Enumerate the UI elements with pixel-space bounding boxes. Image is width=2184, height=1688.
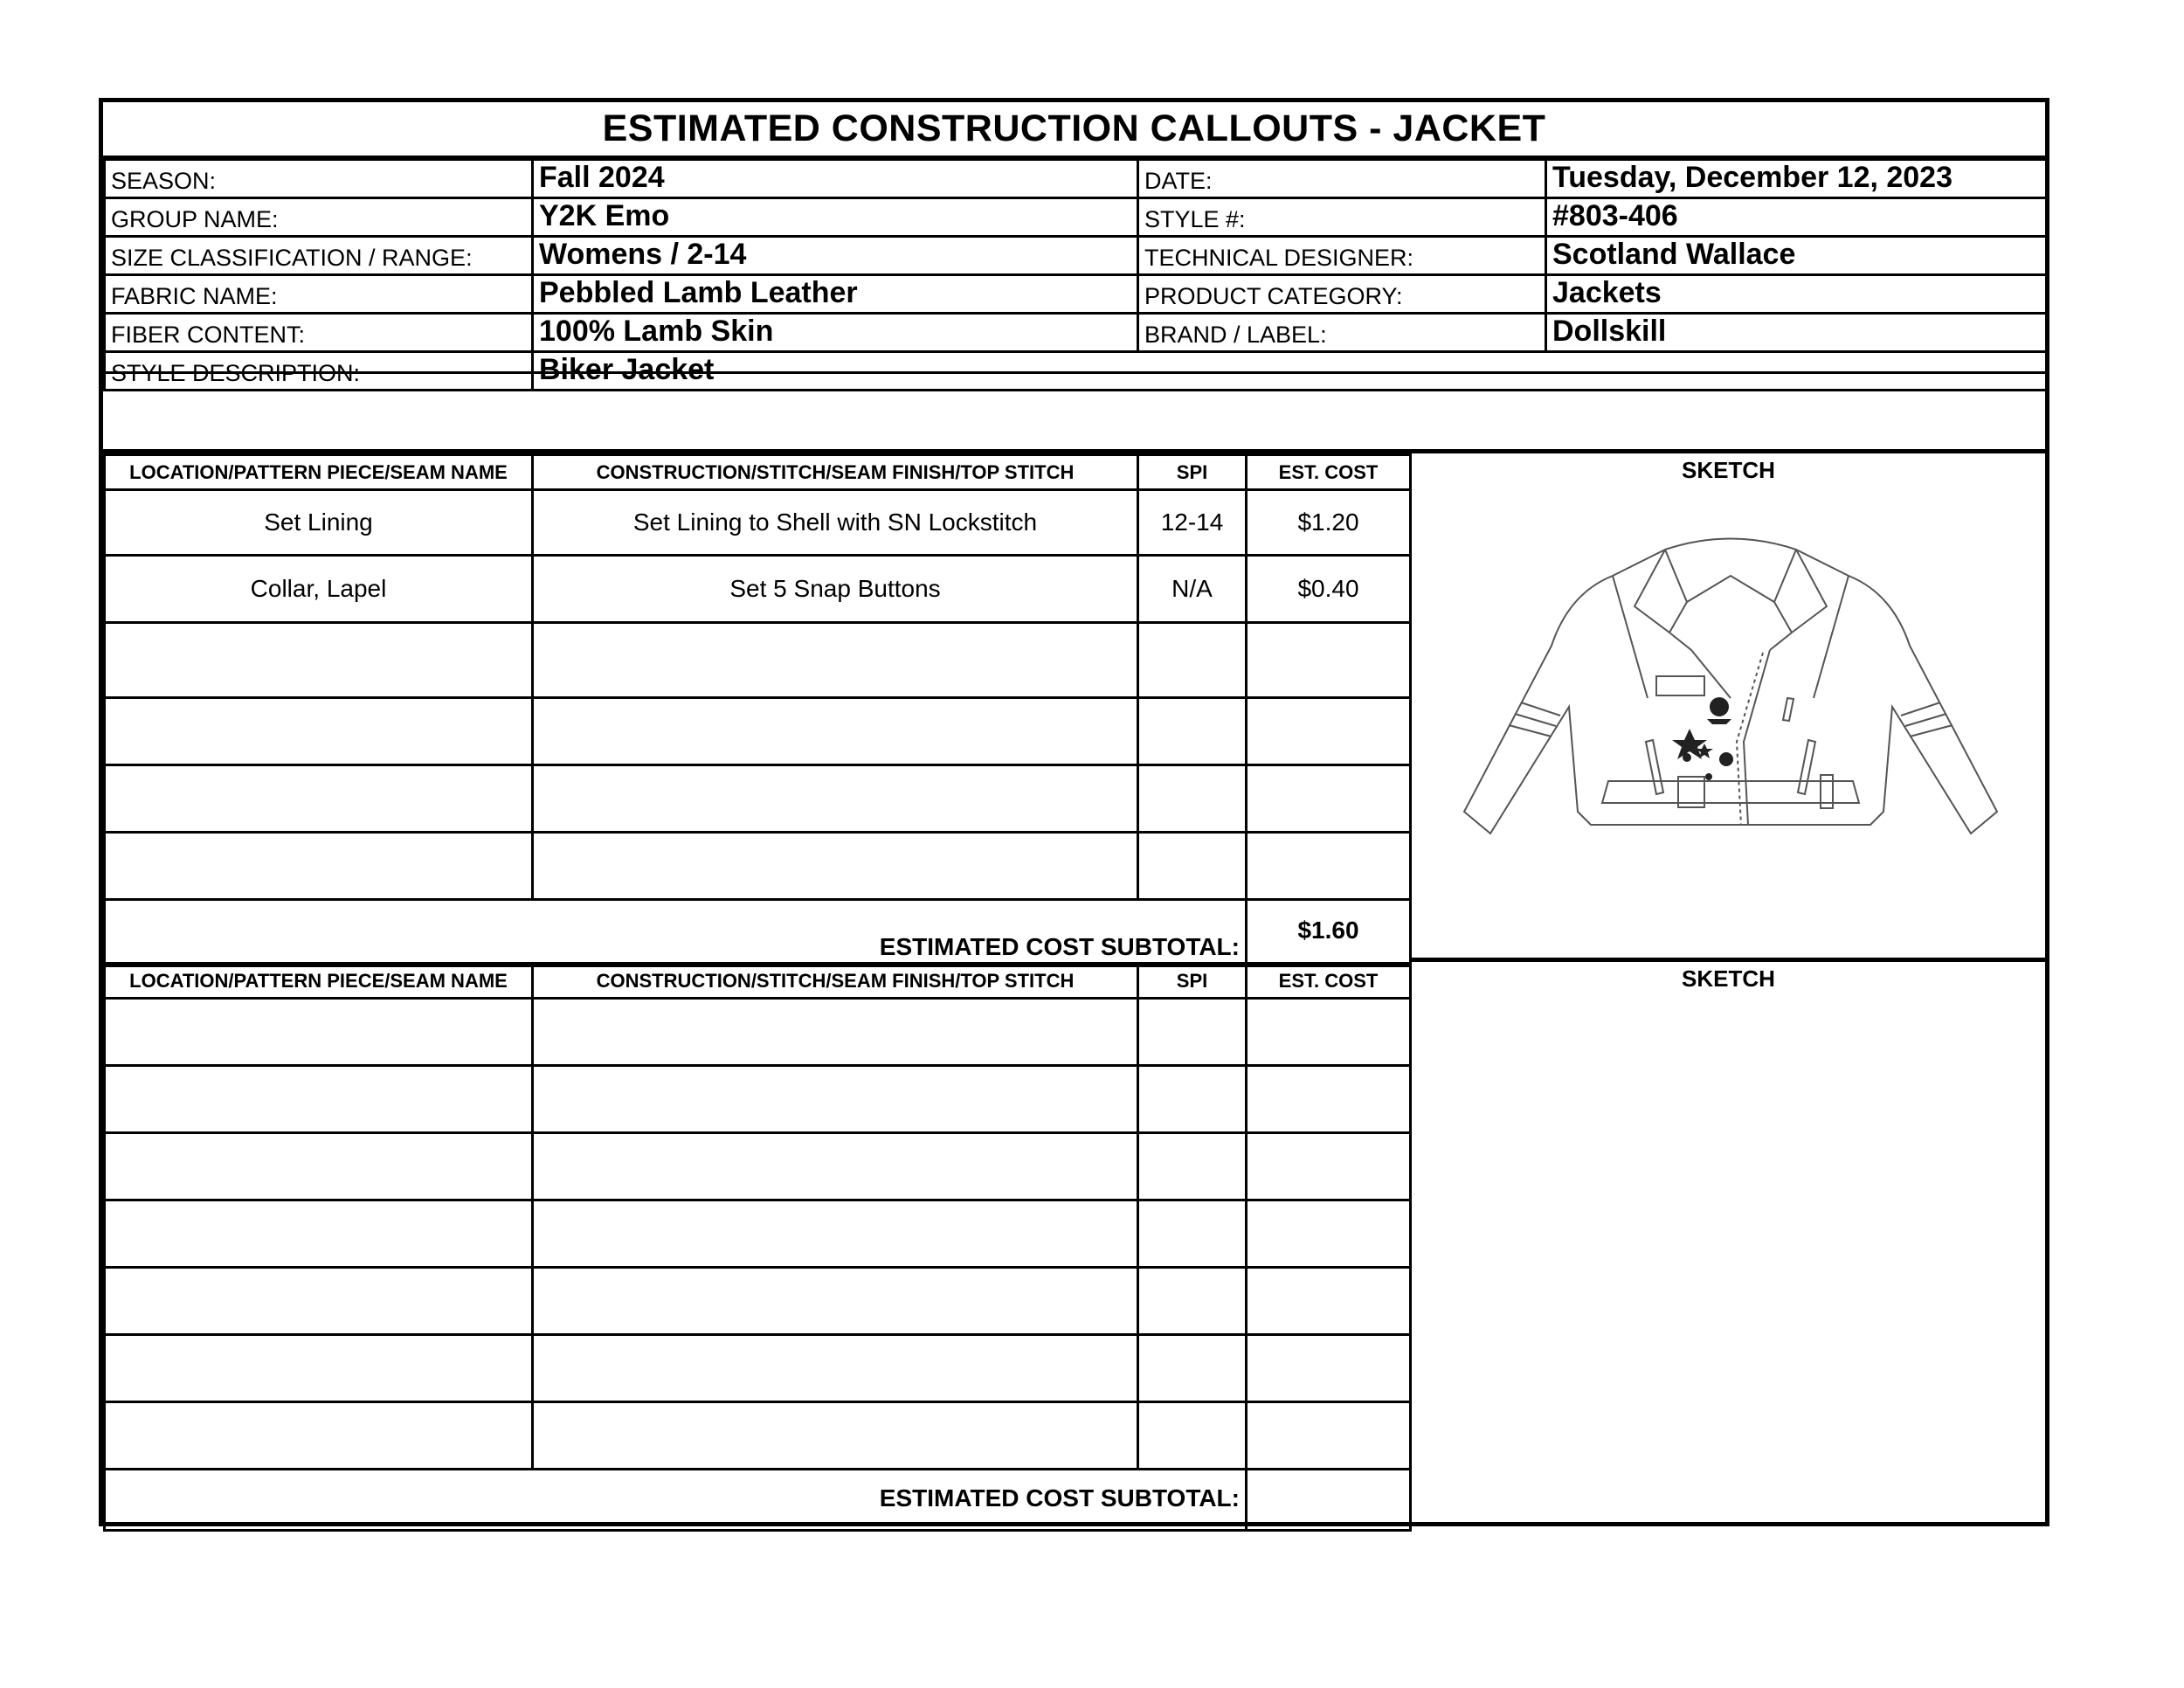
table-row: [105, 490, 1411, 556]
designer-label: TECHNICAL DESIGNER:: [1138, 237, 1546, 275]
row-cost: $0.40: [1247, 556, 1411, 623]
subtotal-value: $1.60: [1247, 900, 1411, 966]
sketch-box-2: [1409, 962, 2045, 1522]
callouts-table-2: [103, 962, 1412, 1532]
row-location: Collar, Lapel: [105, 556, 533, 623]
col-location-header: LOCATION/PATTERN PIECE/SEAM NAME: [105, 964, 533, 999]
col-construction-header: CONSTRUCTION/STITCH/SEAM FINISH/TOP STITCH: [533, 964, 1138, 999]
group-row: [105, 198, 2047, 237]
fiber-value: 100% Lamb Skin: [533, 314, 1138, 352]
col-cost-header: EST. COST: [1247, 455, 1411, 490]
table-row: [105, 1133, 1411, 1200]
brand-value: Dollskill: [1546, 314, 2047, 352]
group-label: GROUP NAME:: [105, 198, 533, 237]
row-spi: 12-14: [1138, 490, 1247, 556]
category-label: PRODUCT CATEGORY:: [1138, 275, 1546, 314]
col-cost-header: EST. COST: [1247, 964, 1411, 999]
season-row: [105, 160, 2047, 198]
table-row: [105, 1200, 1411, 1268]
row-construction: Set 5 Snap Buttons: [533, 556, 1138, 623]
description-label: STYLE DESCRIPTION:: [105, 352, 533, 391]
construction-callouts-sheet: [99, 98, 2049, 1526]
group-value: Y2K Emo: [533, 198, 1138, 237]
table-row: [105, 999, 1411, 1066]
brand-label: BRAND / LABEL:: [1138, 314, 1546, 352]
col-spi-header: SPI: [1138, 964, 1247, 999]
season-value: Fall 2024: [533, 160, 1138, 198]
subtotal-label: ESTIMATED COST SUBTOTAL:: [105, 1470, 1247, 1531]
style-number-value: #803-406: [1546, 198, 2047, 237]
table-row: [105, 556, 1411, 623]
table-header-row: [105, 455, 1411, 490]
sketch-label: SKETCH: [1682, 965, 1775, 992]
fabric-label: FABRIC NAME:: [105, 275, 533, 314]
style-number-label: STYLE #:: [1138, 198, 1546, 237]
table-row: [105, 1335, 1411, 1402]
date-value: Tuesday, December 12, 2023: [1546, 160, 2047, 198]
notes-area: [103, 371, 2045, 453]
size-row: [105, 237, 2047, 275]
table-row: [105, 623, 1411, 698]
size-label: SIZE CLASSIFICATION / RANGE:: [105, 237, 533, 275]
category-value: Jackets: [1546, 275, 2047, 314]
table-row: [105, 698, 1411, 765]
col-location-header: LOCATION/PATTERN PIECE/SEAM NAME: [105, 455, 533, 490]
fiber-row: [105, 314, 2047, 352]
subtotal-label: ESTIMATED COST SUBTOTAL:: [105, 900, 1247, 966]
subtotal-value: [1247, 1470, 1411, 1531]
sketch-box-1: [1409, 453, 2045, 962]
row-location: Set Lining: [105, 490, 533, 556]
callouts-table-1: [103, 453, 1412, 967]
table-row: [105, 765, 1411, 833]
biker-jacket-sketch: [1438, 523, 2023, 882]
table-header-row: [105, 964, 1411, 999]
header-info-table: [103, 158, 2048, 391]
designer-value: Scotland Wallace: [1546, 237, 2047, 275]
table-row: [105, 1268, 1411, 1335]
fiber-label: FIBER CONTENT:: [105, 314, 533, 352]
date-label: DATE:: [1138, 160, 1546, 198]
sketch-label: SKETCH: [1682, 457, 1775, 483]
subtotal-row: [105, 1470, 1411, 1531]
row-cost: $1.20: [1247, 490, 1411, 556]
col-construction-header: CONSTRUCTION/STITCH/SEAM FINISH/TOP STITCH: [533, 455, 1138, 490]
row-construction: Set Lining to Shell with SN Lockstitch: [533, 490, 1138, 556]
size-value: Womens / 2-14: [533, 237, 1138, 275]
season-label: SEASON:: [105, 160, 533, 198]
table-row: [105, 1402, 1411, 1470]
table-row: [105, 1066, 1411, 1133]
subtotal-row: [105, 900, 1411, 966]
description-value: Biker Jacket: [533, 352, 2047, 391]
col-spi-header: SPI: [1138, 455, 1247, 490]
fabric-value: Pebbled Lamb Leather: [533, 275, 1138, 314]
fabric-row: [105, 275, 2047, 314]
sheet-title: ESTIMATED CONSTRUCTION CALLOUTS - JACKET: [103, 102, 2045, 158]
table-row: [105, 833, 1411, 900]
row-spi: N/A: [1138, 556, 1247, 623]
